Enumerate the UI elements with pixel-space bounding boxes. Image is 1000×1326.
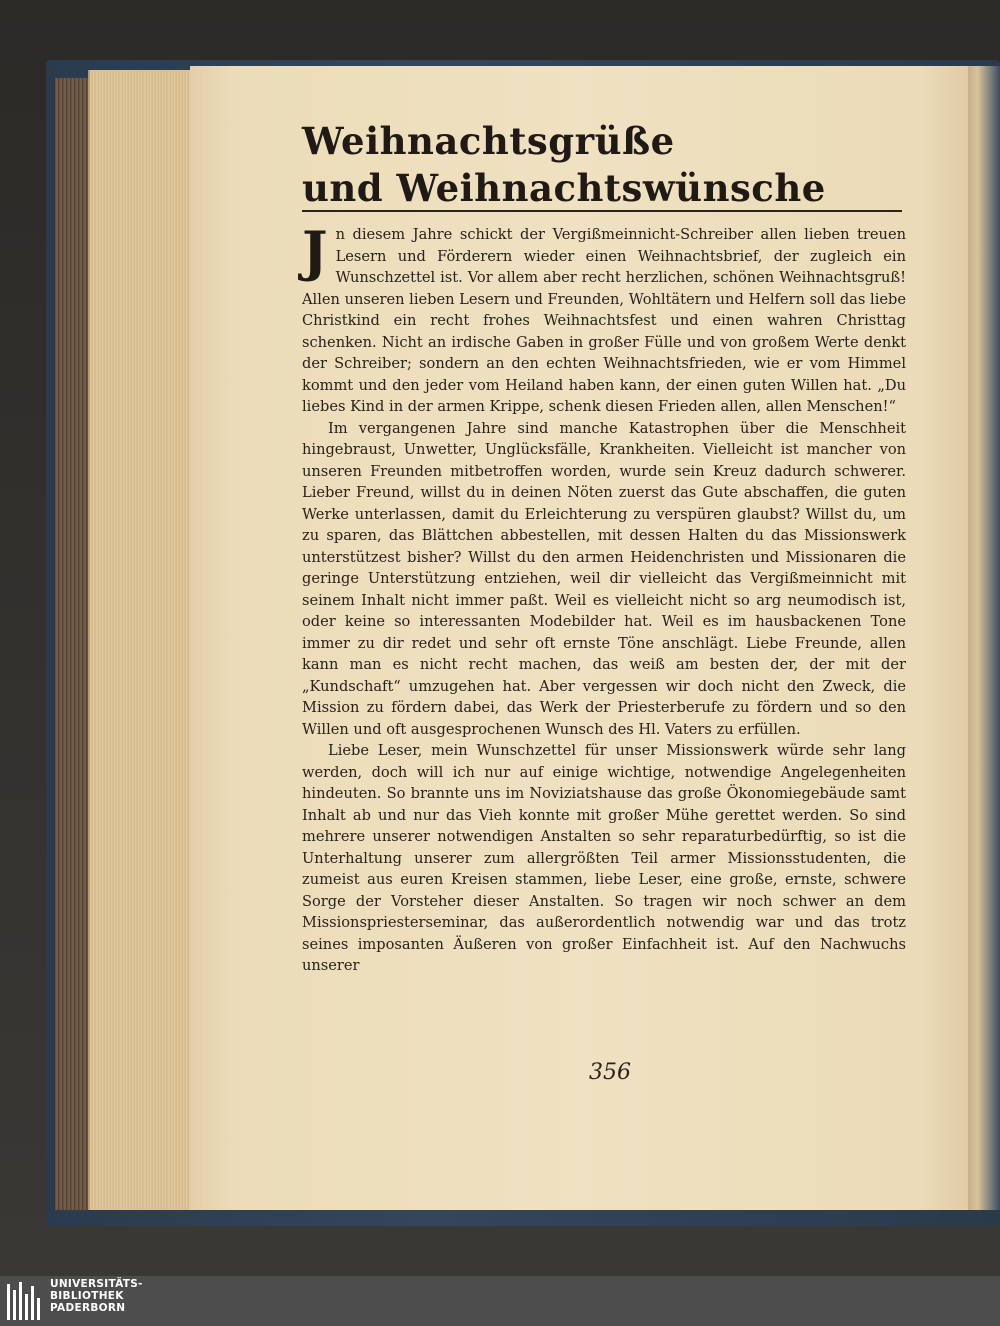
library-name	[50, 1278, 143, 1314]
paragraph-3: Liebe Leser, mein Wunschzettel für unser Missionswerk würde sehr lang werden, doch will ich nur auf einige wichtige, notwendige Angelegenheiten hindeuten. So brannte uns im Noviziatshause das große Ökonomiegebäude samt Inhalt ab und nur das Vieh konnte mit großer Mühe gerettet werden. So sind mehrere unserer notwendigen Anstalten so sehr reparaturbedürftig, so ist die Unterhaltung unserer zum allergrößten Teil armer Missionsstudenten, die zumeist aus euren Kreisen stammen, liebe Leser, eine große, ernste, schwere Sorge der Vorsteher dieser Anstalten. So tragen wir noch schwer an dem Missionspriesterseminar, das außerordentlich notwendig war und das trotz seines imposanten Äußeren von großer Einfachheit ist. Auf den Nachwuchs unserer	[302, 742, 906, 974]
article-body	[302, 219, 906, 977]
title-line-2: und Weihnachtswünsche	[302, 166, 826, 210]
logo-line-3: PADERBORN	[50, 1302, 126, 1314]
page-number: 356	[589, 1060, 631, 1085]
page-gutter	[968, 66, 1000, 1210]
paragraph-2: Im vergangenen Jahre sind manche Katastrophen über die Menschheit hingebraust, Unwetter, Unglücksfälle, Krankheiten. Vielleicht ist mancher von unseren Freunden mitbetroffen worden, wurde sein Kreuz dadurch schwerer. Lieber Freund, willst du in deinen Nöten zuerst das Gute abschaffen, die guten Werke unterlassen, damit du Erleichterung zu verspüren glaubst? Willst du, um zu sparen, das Blättchen abbestellen, mit dessen Halten du das Missionswerk unterstützest bisher? Willst du den armen Heidenchristen und Missionaren die geringe Unterstützung entziehen, weil dir vielleicht das Vergißmeinnicht mit seinem Inhalt nicht immer paßt. Weil es vielleicht nicht so arg neumodisch ist, oder keine so interessanten Modebilder hat. Weil es im hausbackenen Tone immer zu dir redet und sehr oft ernste Töne anschlägt. Liebe Freunde, allen kann man es nicht recht machen, das weiß am besten der, der mit der „Kundschaft“ umzugehen hat. Aber vergessen wir doch nicht den Zweck, die Mission zu fördern dabei, das Werk der Priesterberufe zu fördern und so den Willen und oft ausgesprochenen Wunsch des Hl. Vaters zu erfüllen.	[302, 419, 906, 738]
page-title	[302, 118, 902, 212]
page-stack	[88, 70, 192, 1210]
logo-line-2: BIBLIOTHEK	[50, 1290, 124, 1302]
paragraph-1	[302, 219, 906, 418]
logo-line-1: UNIVERSITÄTS-	[50, 1278, 143, 1290]
title-line-1: Weihnachtsgrüße	[302, 119, 675, 163]
paragraph-1-text: n diesem Jahre schickt der Vergißmeinnicht-Schreiber allen lieben treuen Lesern und Förderern wieder einen Weihnachtsbrief, der zugleich ein Wunschzettel ist. Vor allem aber recht herzlichen, schönen Weihnachtsgruß! Allen unseren lieben Lesern und Freunden, Wohltätern und Helfern soll das liebe Christkind ein recht frohes Weihnachtsfest und einen wahren Christtag schenken. Nicht an irdische Gaben in großer Fülle und von großem Werte denkt der Schreiber; sondern an den echten Weihnachtsfrieden, wie er vom Himmel kommt und den jeder vom Heiland haben kann, der einen guten Willen hat. „Du liebes Kind in der armen Krippe, schenk diesen Frieden allen, allen Menschen!“	[302, 226, 906, 415]
library-logo-icon	[6, 1280, 46, 1322]
cover-edge	[55, 78, 89, 1210]
title-divider	[302, 210, 902, 212]
drop-cap: J	[302, 219, 328, 283]
footer-bar	[0, 1276, 1000, 1326]
